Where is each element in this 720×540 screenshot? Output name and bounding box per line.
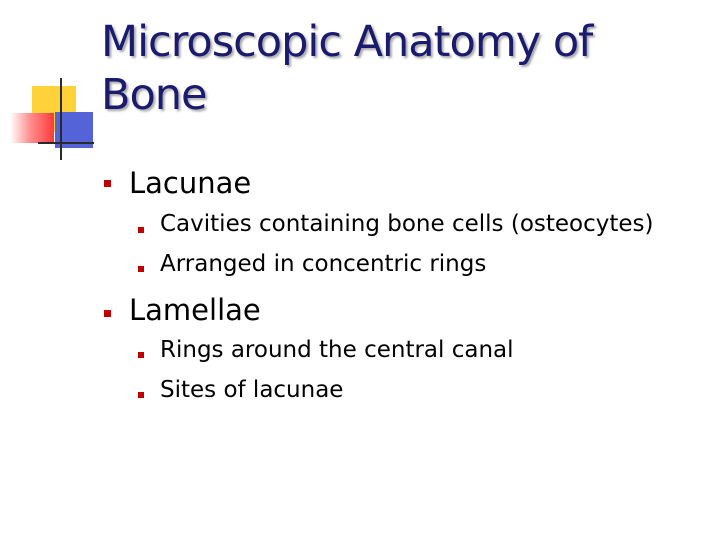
sub-bullet-rings: Rings around the central canal bbox=[160, 337, 514, 363]
slide-title bbox=[101, 16, 701, 122]
title-line-2: Bone bbox=[101, 70, 207, 120]
logo-horizontal-line bbox=[38, 142, 94, 144]
sub-bullet-sites: Sites of lacunae bbox=[160, 377, 344, 403]
bullet-lamellae: Lamellae bbox=[129, 293, 261, 327]
sub-bullet-cavities: Cavities containing bone cells (osteocytes) bbox=[160, 211, 654, 237]
square-bullet-icon bbox=[138, 227, 144, 233]
square-bullet-icon bbox=[138, 266, 144, 272]
logo-vertical-line bbox=[60, 78, 62, 160]
bullet-lacunae: Lacunae bbox=[129, 166, 252, 200]
square-bullet-icon bbox=[138, 392, 144, 398]
logo-red-square bbox=[10, 113, 54, 143]
logo-yellow-square bbox=[32, 86, 76, 132]
sub-bullet-concentric: Arranged in concentric rings bbox=[160, 251, 487, 277]
square-bullet-icon bbox=[104, 180, 111, 187]
title-line-1: Microscopic Anatomy of bbox=[101, 17, 593, 67]
logo-blue-square bbox=[55, 112, 93, 148]
square-bullet-icon bbox=[138, 352, 144, 358]
square-bullet-icon bbox=[104, 310, 111, 317]
